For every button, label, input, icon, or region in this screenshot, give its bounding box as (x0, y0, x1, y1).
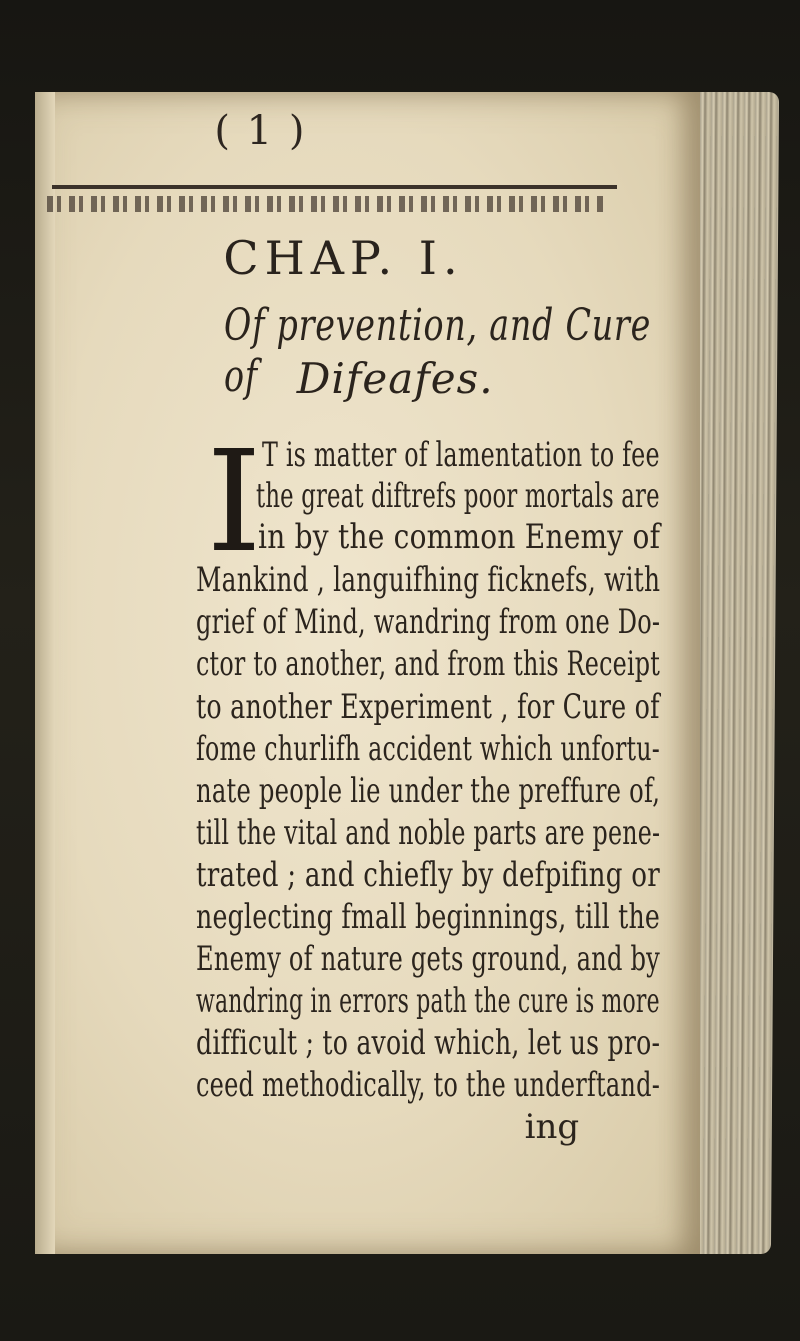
chapter-title-line-1: Of prevention, and Cure of (223, 300, 651, 403)
text-line: Enemy of nature gets ground, and by (196, 938, 661, 979)
text-line: Mankind , languifhing ficknefs, with (196, 560, 661, 601)
chapter-title-line-2: Difeafes. (296, 353, 494, 403)
text-line: trated ; and chiefly by defpifing or (196, 854, 661, 895)
catchword: ing (524, 1106, 580, 1147)
text-line: wandring in errors path the cure is more (196, 980, 660, 1021)
text-line: till the vital and noble parts are pene- (196, 812, 661, 853)
text-line: neglecting fmall beginnings, till the (196, 896, 661, 937)
text-line: ceed methodically, to the underftand- (196, 1064, 661, 1105)
ornament-rule (47, 196, 607, 212)
text-line: fome churlifh accident which unfortu- (196, 728, 661, 769)
drop-cap: I (206, 420, 262, 584)
page-gutter (35, 92, 55, 1254)
text-line: T is matter of lamentation to fee (262, 435, 661, 476)
text-line: to another Experiment , for Cure of (196, 686, 660, 727)
text-line: nate people lie under the preffure of, (196, 770, 661, 811)
text-line: difficult ; to avoid which, let us pro- (196, 1022, 661, 1063)
chapter-heading: CHAP. I. (223, 230, 464, 285)
text-line: ctor to another, and from this Receipt (196, 644, 661, 685)
page-number: ( 1 ) (214, 108, 307, 154)
text-line: in by the common Enemy of (258, 517, 661, 558)
text-line: the great diftrefs poor mortals are (256, 476, 661, 517)
text-line: grief of Mind, wandring from one Do- (196, 602, 661, 643)
header-rule (52, 185, 617, 189)
